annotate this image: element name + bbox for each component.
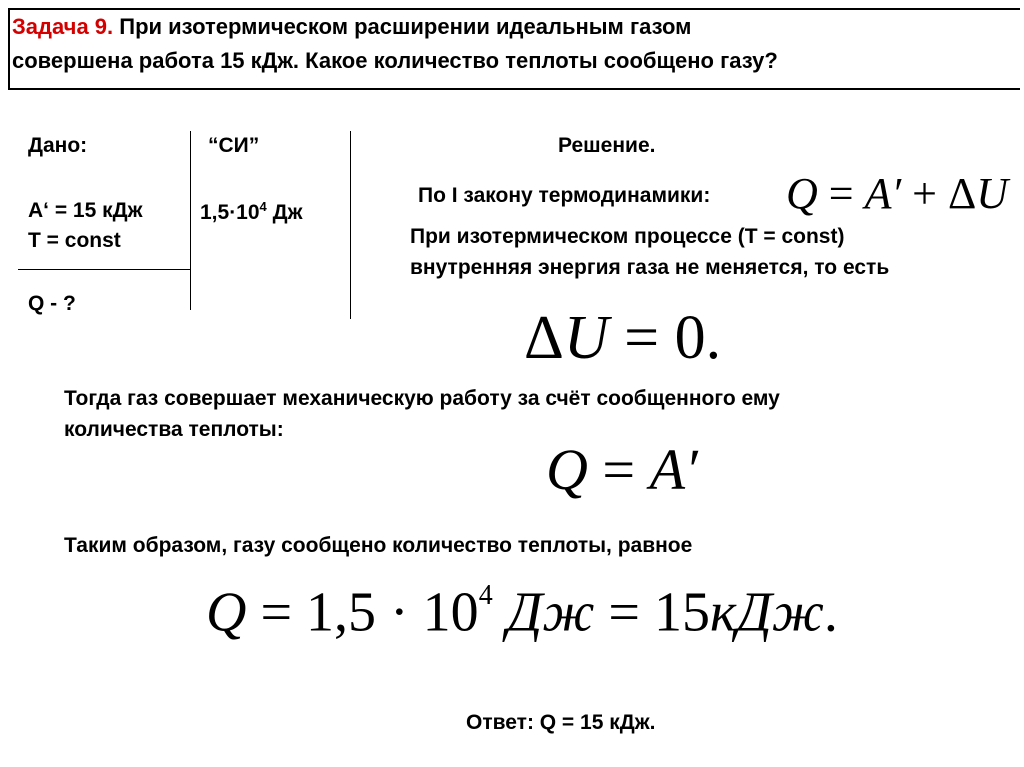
problem-text-1: При изотермическом расширении идеальным газом xyxy=(119,14,692,39)
work-text-line-2: количества теплоты: xyxy=(64,418,284,441)
eq-exponent: 4 xyxy=(478,580,493,611)
si-heading: “СИ” xyxy=(208,134,260,157)
si-work-unit: Дж xyxy=(266,201,303,224)
eq-rest: = 0. xyxy=(608,304,722,372)
si-work xyxy=(200,199,302,225)
delta-u-zero-equation xyxy=(524,303,721,374)
eq-symbol-q: Q xyxy=(786,169,818,218)
given-unknown: Q - ? xyxy=(28,292,76,315)
final-equation xyxy=(206,580,838,645)
si-work-exponent: 4 xyxy=(259,199,267,214)
eq-symbol-u: U xyxy=(563,304,609,372)
table-divider-given-si xyxy=(190,131,191,310)
problem-statement-line-1 xyxy=(12,14,691,40)
solution-heading: Решение. xyxy=(558,134,656,157)
table-divider-si-solution xyxy=(350,131,351,319)
eq-unit-kj: кДж xyxy=(710,581,824,644)
table-divider-unknown xyxy=(18,269,190,270)
answer-text: Ответ: Q = 15 кДж. xyxy=(466,711,656,734)
isothermal-text-line-1: При изотермическом процессе (T = const) xyxy=(410,225,845,248)
q-equals-a-equation xyxy=(546,436,698,503)
eq-symbol-q: Q xyxy=(206,581,247,644)
eq-value: = 1,5 · 10 xyxy=(246,581,479,644)
eq-value-kj: = 15 xyxy=(594,581,710,644)
eq-plus: + xyxy=(901,169,948,218)
first-law-label: По I закону термодинамики: xyxy=(418,184,711,207)
first-law-equation xyxy=(786,168,1008,219)
eq-symbol-a: A′ xyxy=(864,169,902,218)
eq-sign: = xyxy=(817,169,865,218)
conclusion-text: Таким образом, газу сообщено количество теплоты, равное xyxy=(64,534,693,557)
eq-dot: . xyxy=(823,581,838,644)
problem-number: Задача 9. xyxy=(12,14,114,39)
work-text-line-1: Тогда газ совершает механическую работу за счёт сообщенного ему xyxy=(64,387,780,410)
isothermal-text-line-2: внутренняя энергия газа не меняется, то есть xyxy=(410,256,890,279)
si-work-mantissa: 1,5·10 xyxy=(200,201,260,224)
given-heading: Дано: xyxy=(28,134,88,157)
problem-statement-line-2: совершена работа 15 кДж. Какое количество теплоты сообщено газу? xyxy=(12,48,778,73)
eq-unit-j: Дж xyxy=(492,581,595,644)
given-work: A‘ = 15 кДж xyxy=(28,199,143,222)
eq-delta: Δ xyxy=(524,304,564,372)
eq-sign: = xyxy=(587,437,650,502)
eq-symbol-a: A′ xyxy=(649,437,698,502)
given-temperature: T = const xyxy=(28,229,121,252)
eq-delta: Δ xyxy=(947,169,977,218)
eq-symbol-u: U xyxy=(976,169,1009,218)
eq-symbol-q: Q xyxy=(546,437,588,502)
